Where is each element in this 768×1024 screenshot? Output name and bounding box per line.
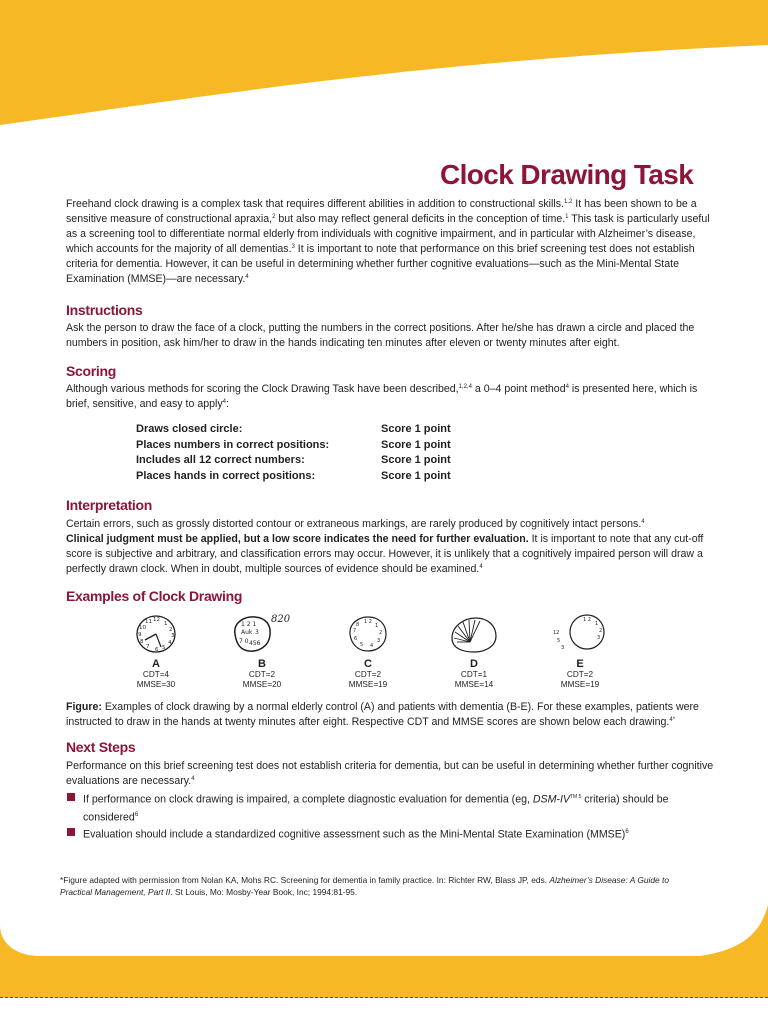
bullet-square-icon bbox=[67, 793, 75, 801]
svg-text:1: 1 bbox=[595, 621, 599, 627]
svg-text:3: 3 bbox=[561, 645, 565, 651]
svg-text:2: 2 bbox=[379, 630, 383, 636]
svg-text:7: 7 bbox=[146, 644, 150, 650]
svg-text:4: 4 bbox=[168, 640, 172, 646]
svg-text:1 2 1: 1 2 1 bbox=[241, 621, 257, 628]
svg-text:5: 5 bbox=[557, 638, 561, 644]
list-item: Evaluation should include a standardized cognitive assessment such as the Mini-Mental State Examination (MMSE)$^6$ bbox=[66, 825, 722, 843]
svg-text:6: 6 bbox=[354, 636, 358, 642]
clock-mmse: MMSE=30 bbox=[136, 680, 176, 689]
clock-mmse: MMSE=14 bbox=[454, 680, 494, 689]
cut-line bbox=[0, 997, 768, 998]
clock-example-b bbox=[216, 612, 308, 690]
svg-text:8: 8 bbox=[140, 639, 144, 645]
clock-examples bbox=[110, 612, 630, 694]
svg-text:10: 10 bbox=[139, 625, 146, 631]
list-item: If performance on clock drawing is impaired, a complete diagnostic evaluation for dementia (eg, DSM-$IV^{TM 5}$ criteria) should be considered$^6$ bbox=[66, 790, 722, 825]
svg-text:1 2: 1 2 bbox=[364, 619, 372, 625]
svg-text:7: 7 bbox=[353, 628, 357, 634]
clock-cdt: CDT=2 bbox=[566, 670, 594, 679]
footnote: *Figure adapted with permission from Nolan KA, Mohs RC. Screening for dementia in family practice. In: Richter RW, Blass JP, eds. Alzheimer’s Disease: A Guide to Practical Management, Part II. St Louis, Mo: Mosby-Year Book, Inc; 1994:81-95. bbox=[60, 875, 670, 897]
examples-heading: Examples of Clock Drawing bbox=[66, 588, 243, 604]
clock-example-e bbox=[534, 612, 626, 690]
scoring-heading: Scoring bbox=[66, 363, 117, 379]
clock-letter: A bbox=[152, 658, 160, 670]
clock-mmse: MMSE=19 bbox=[560, 680, 600, 689]
scoring-row: Includes all 12 correct numbers: Score 1 point bbox=[136, 454, 451, 466]
figure-caption: Figure: Examples of clock drawing by a normal elderly control (A) and patients with dementia (B-E). For these examples, patients were instructed to draw in the hands at twenty minutes after eight. Respective CDT and MMSE scores are shown below each drawing.$^{4*}$ bbox=[66, 701, 699, 728]
svg-text:1 2: 1 2 bbox=[583, 617, 591, 623]
clock-example-d bbox=[428, 612, 520, 690]
svg-text:456: 456 bbox=[249, 640, 261, 647]
clock-drawing-e bbox=[545, 612, 615, 656]
svg-text:4: 4 bbox=[370, 643, 374, 649]
bullet-square-icon bbox=[67, 828, 75, 836]
clock-drawing-a bbox=[132, 612, 180, 656]
clock-example-a bbox=[110, 612, 202, 690]
svg-text:2: 2 bbox=[599, 628, 603, 634]
instructions-heading: Instructions bbox=[66, 302, 143, 318]
svg-text:Auk: Auk bbox=[241, 629, 253, 636]
clock-cdt: CDT=2 bbox=[354, 670, 382, 679]
intro-paragraph: Freehand clock drawing is a complex task that requires different abilities in addition to constructional skills.$^{1,2}$ It has been shown to be a sensitive measure of constructional apraxia,$^2$ but also may reflect general deficits in the conception of time.$^1$ This task is particularly useful as a screening tool to differentiate normal elderly from individuals with cognitive impairment, and in particular with Alzheimer’s disease, which accounts for the majority of all dementias.$^3$ It is important to note that performance on this brief screening test does not establish criteria for dementia. However, it can be useful in determining whether further cognitive evaluations—such as the Mini-Mental State Examination (MMSE)—are necessary.$^4$ bbox=[66, 198, 710, 285]
clock-drawing-b bbox=[227, 612, 297, 656]
clock-letter: E bbox=[576, 658, 584, 670]
clock-letter: D bbox=[470, 658, 478, 670]
next-steps-heading: Next Steps bbox=[66, 739, 136, 755]
scoring-row: Places numbers in correct positions: Score 1 point bbox=[136, 438, 451, 451]
svg-text:7 0: 7 0 bbox=[239, 638, 249, 645]
next-steps-text: Performance on this brief screening test does not establish criteria for dementia, but can be useful in determining whether further cognitive evaluations are necessary.$^4$ bbox=[66, 760, 714, 787]
clock-letter: C bbox=[364, 658, 372, 670]
clock-letter: B bbox=[258, 658, 266, 670]
scoring-row: Draws closed circle: Score 1 point bbox=[136, 423, 451, 435]
svg-text:5: 5 bbox=[162, 645, 166, 651]
scoring-table bbox=[136, 422, 451, 484]
svg-text:3: 3 bbox=[597, 635, 601, 641]
interpretation-text: Certain errors, such as grossly distorted contour or extraneous markings, are rarely produced by cognitively intact persons.$^4$ Clinical judgment must be applied, but a low score indicates the need for further evaluation. It is important to note that any cut-off score is subjective and arbitrary, and classification errors may occur. However, it is unlikely that a cognitively impaired person will draw a perfectly drawn clock. When in doubt, multiple sources of evidence should be examined.$^4$ bbox=[66, 518, 704, 575]
svg-text:12: 12 bbox=[553, 630, 560, 636]
svg-text:6: 6 bbox=[155, 647, 159, 653]
svg-text:9: 9 bbox=[138, 632, 142, 638]
scoring-text: Although various methods for scoring the Clock Drawing Task have been described,$^{1,2,4}$ a 0–4 point method$^4$ is presented here, which is brief, sensitive, and easy to apply$^4$: bbox=[66, 383, 698, 410]
clock-cdt: CDT=1 bbox=[460, 670, 488, 679]
clock-drawing-c bbox=[344, 612, 392, 656]
clock-mmse: MMSE=20 bbox=[242, 680, 282, 689]
handwriting-b: 820 bbox=[271, 614, 291, 625]
interpretation-heading: Interpretation bbox=[66, 497, 153, 513]
page-title: Clock Drawing Task bbox=[440, 158, 694, 190]
svg-text:3: 3 bbox=[377, 638, 381, 644]
svg-text:2: 2 bbox=[169, 627, 173, 633]
svg-text:1: 1 bbox=[164, 621, 168, 627]
svg-text:12: 12 bbox=[153, 617, 160, 623]
instructions-text: Ask the person to draw the face of a clock, putting the numbers in the correct positions. After he/she has drawn a circle and placed the numbers in position, ask him/her to draw in the hands indicating ten minutes after eleven or twenty minutes after eight. bbox=[66, 322, 695, 349]
svg-text:11: 11 bbox=[145, 619, 152, 625]
clock-cdt: CDT=2 bbox=[248, 670, 276, 679]
svg-text:1: 1 bbox=[375, 623, 379, 629]
clock-cdt: CDT=4 bbox=[142, 670, 170, 679]
svg-text:5: 5 bbox=[360, 642, 364, 648]
clock-example-c bbox=[322, 612, 414, 690]
svg-text:3: 3 bbox=[171, 633, 175, 639]
clock-drawing-d bbox=[446, 612, 502, 656]
svg-text:3: 3 bbox=[255, 629, 259, 636]
svg-text:8: 8 bbox=[356, 622, 360, 628]
scoring-row: Places hands in correct positions: Score 1 point bbox=[136, 469, 451, 482]
next-steps-list bbox=[66, 790, 722, 843]
clock-mmse: MMSE=19 bbox=[348, 680, 388, 689]
